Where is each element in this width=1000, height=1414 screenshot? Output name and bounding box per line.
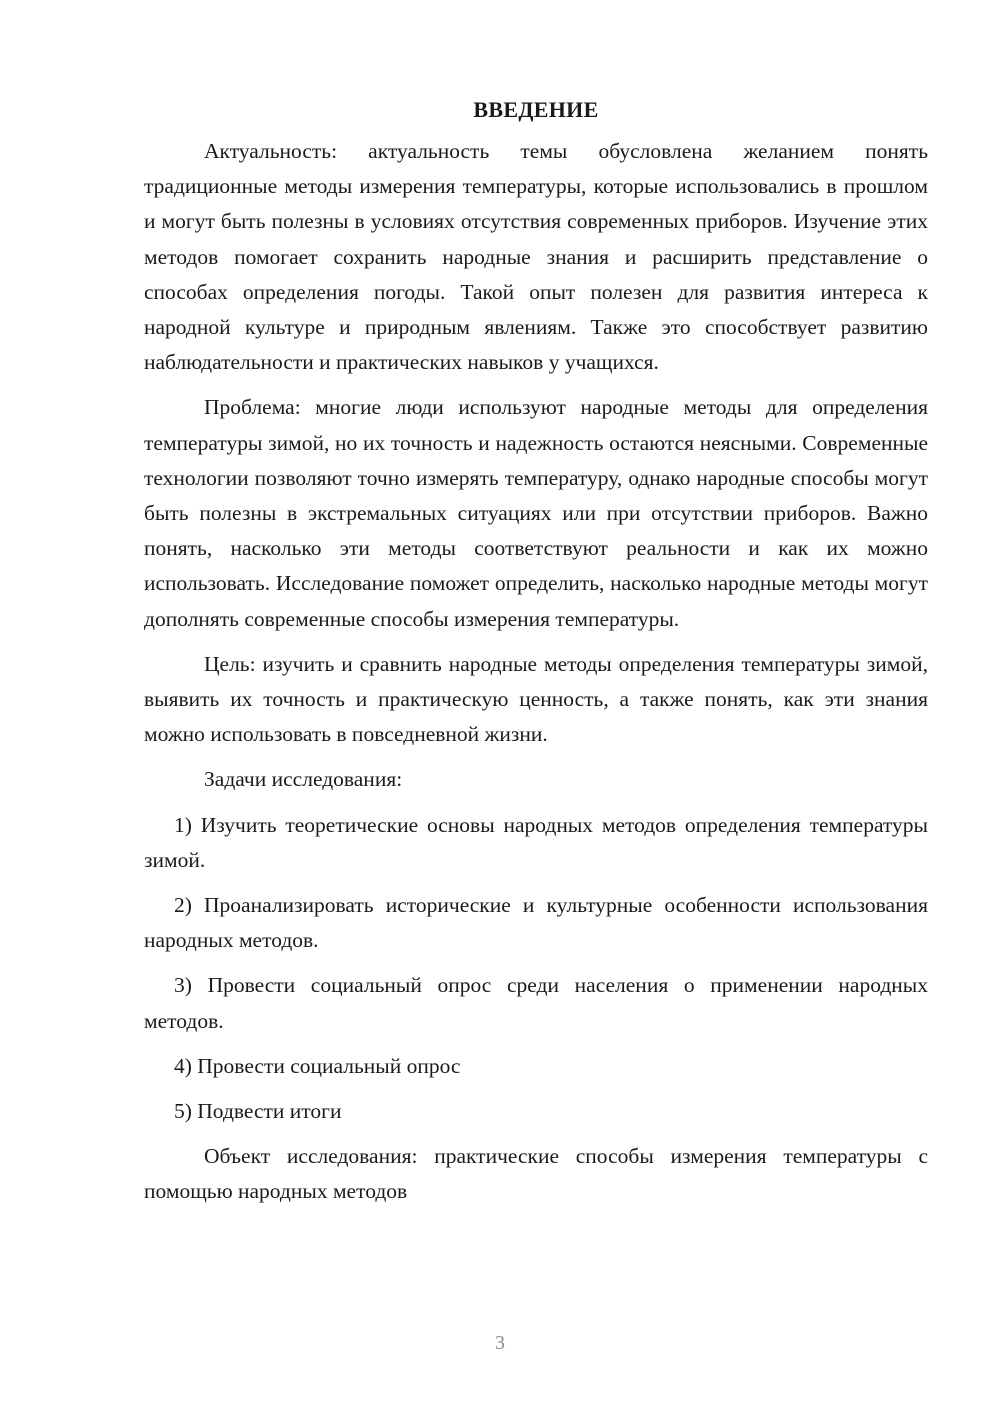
task-item-2: 2) Проанализировать исторические и культурные особенности использования народных методов.: [144, 893, 928, 953]
problem-paragraph: Проблема: многие люди используют народные методы для определения температуры зимой, но их точность и надежность остаются неясными. Современные технологии позволяют точно измерять температуру, однако народные способы могут быть полезны в экстремальных ситуациях или при отсутствии приборов. Важно понять, насколько эти методы соответствуют реальности и как их можно использовать. Исследование поможет определить, насколько народные методы могут дополнять современные способы измерения температуры.: [144, 395, 928, 631]
section-heading: ВВЕДЕНИЕ: [473, 97, 599, 122]
tasks-heading: Задачи исследования:: [204, 767, 403, 792]
goal-paragraph: Цель: изучить и сравнить народные методы определения температуры зимой, выявить их точность и практическую ценность, а также понять, как эти знания можно использовать в повседневной жизни.: [144, 651, 928, 747]
task-item-3: 3) Провести социальный опрос среди населения о применении народных методов.: [144, 973, 928, 1033]
object-paragraph: Объект исследования: практические способы измерения температуры с помощью народных методов: [144, 1144, 928, 1204]
page-number: 3: [495, 1332, 505, 1354]
task-item-5: 5) Подвести итоги: [174, 1099, 342, 1124]
document-page: [144, 90, 928, 1220]
task-item-4: 4) Провести социальный опрос: [174, 1053, 461, 1078]
task-item-1: 1) Изучить теоретические основы народных методов определения температуры зимой.: [144, 812, 928, 872]
relevance-paragraph: Актуальность: актуальность темы обусловлена желанием понять традиционные методы измерения температуры, которые использовались в прошлом и могут быть полезны в условиях отсутствия современных приборов. Изучение этих методов помогает сохранить народные знания и расширить представление о способах определения погоды. Такой опыт полезен для развития интереса к народной культуре и природным явлениям. Также это способствует развитию наблюдательности и практических навыков у учащихся.: [144, 139, 928, 375]
